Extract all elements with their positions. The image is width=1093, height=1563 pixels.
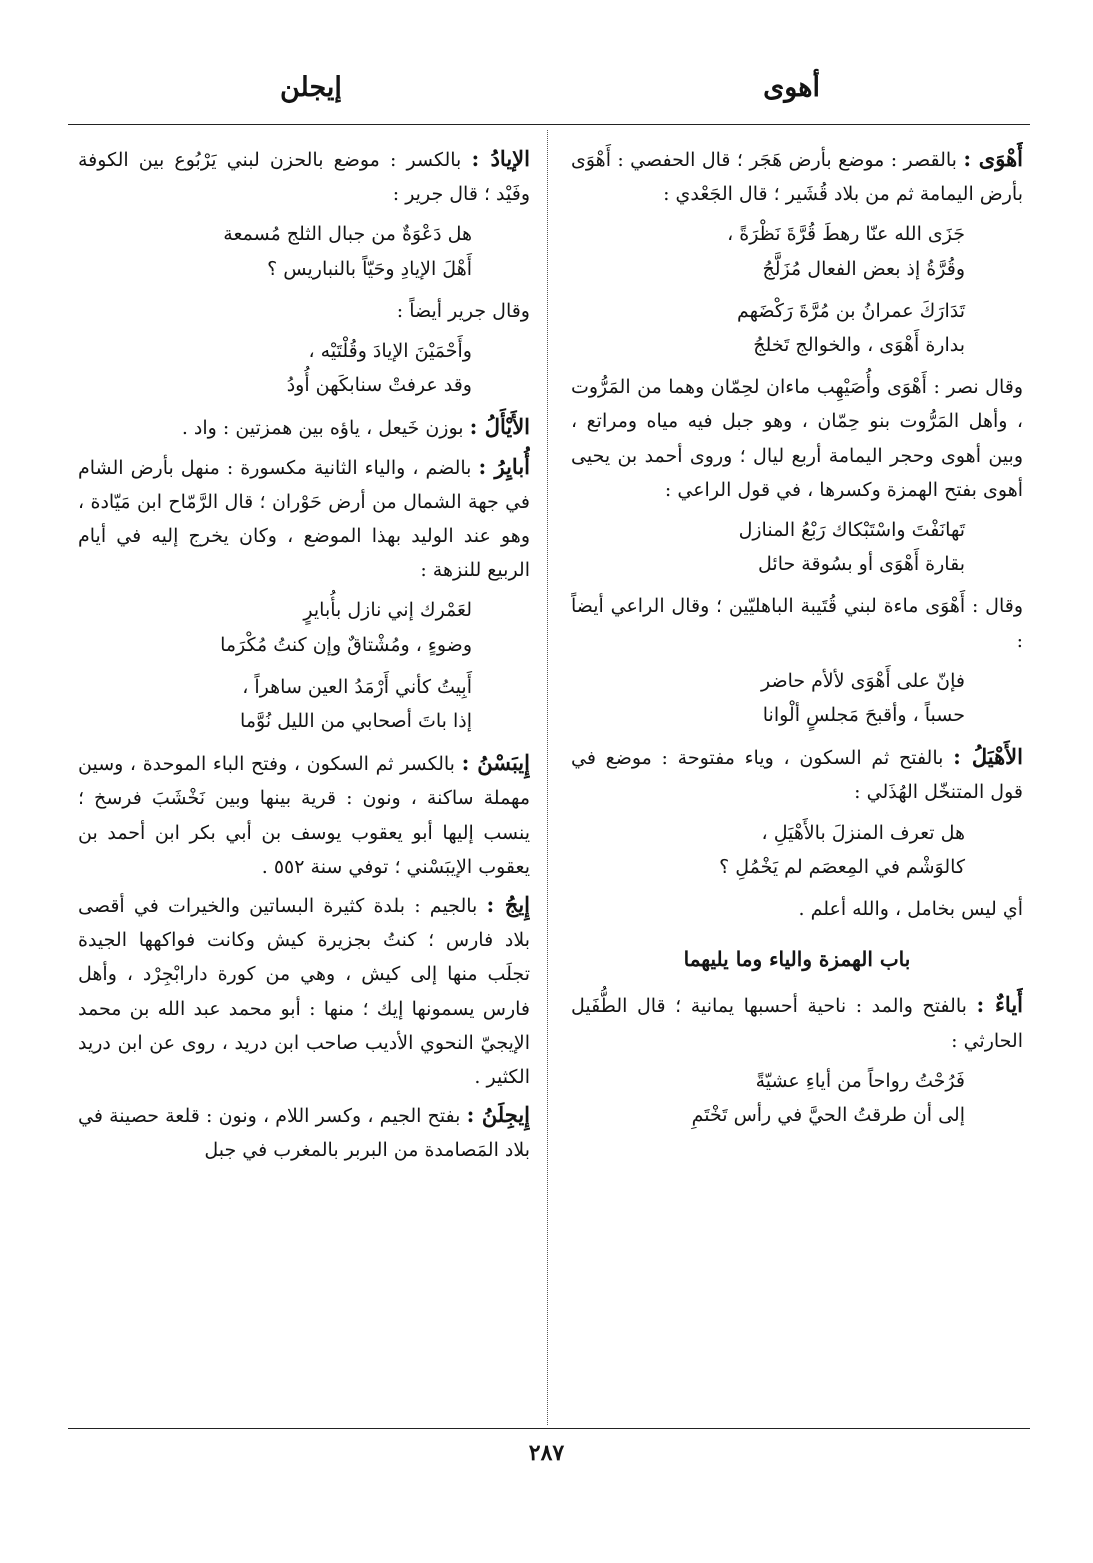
entry-ij	[78, 888, 530, 1094]
verse	[78, 593, 530, 661]
verse-line: هل تعرف المنزلَ بالأَهْيَلِ ،	[761, 821, 965, 844]
verse	[571, 294, 1023, 362]
verse-line: أَهْلَ الإيادِ وحَيّاً بالنباريس ؟	[267, 257, 472, 280]
verse	[571, 816, 1023, 884]
entry-lemma: أَياءٌ :	[976, 992, 1023, 1018]
verse-line: إذا باتَ أصحابي من الليل نُوَّما	[240, 710, 472, 733]
left-column	[78, 142, 530, 1422]
entry-text: بالكسر : موضع بالحزن لبني يَرْبُوع بين الكوفة وفَيْد ؛ قال جرير :	[78, 149, 530, 206]
verse	[78, 670, 530, 738]
verse-line: فإنّ على أَهْوَى لألأم حاضر	[760, 669, 965, 692]
entry-ahwa	[571, 142, 1023, 211]
left-running-head: إيجلن	[280, 72, 342, 103]
verse-line: وقد عرفتْ سنابكَهن أُودُ	[286, 374, 472, 397]
verse-line: بقارة أَهْوَى أو بسُوقة حائل	[758, 553, 965, 576]
entry-lemma: أَهْوَى :	[963, 146, 1023, 171]
verse-line: وأَحْمَيْنَ الإيادَ وقُلْتَيْه ،	[308, 340, 472, 363]
verse-line: بدارة أَهْوَى ، والخوالج تَخلجُ	[753, 334, 965, 357]
entry-ahyal	[571, 740, 1023, 809]
verse	[78, 334, 530, 402]
entry-text: بفتح الجيم ، وكسر اللام ، ونون : قلعة حصينة في بلاد المَصامدة من البربر بالمغرب في جبل	[78, 1105, 530, 1162]
verse-line: تَهانَفْتَ واسْتَبْكاك رَبْعُ المنازل	[738, 519, 965, 542]
verse-line: إلى أن طرقتُ الحيَّ في رأس تَخْتَمِ	[691, 1104, 965, 1127]
entry-aya	[571, 988, 1023, 1057]
entry-text: بالضم ، والياء الثانية مكسورة : منهل بأرض الشام في جهة الشمال من أرض حَوْران ؛ قال الرَّمّاح ابن مَيّادة ، وهو عند الوليد بهذا الموضع ، وكان يخرج إليه في أيام الربيع للنزهة :	[78, 456, 530, 582]
entry-lemma: إِيبَسْنُ :	[461, 750, 530, 776]
entry-text-block: وقال : أَهْوَى ماءة لبني قُتَيبة الباهليّين ؛ وقال الراعي أيضاً :	[571, 595, 1023, 652]
entry-ayabir	[78, 450, 530, 588]
page-header	[70, 72, 1030, 118]
entry-text-block: وقال نصر : أَهْوَى وأُصَيْهِب ماءان لحِمّان وهما من المَرُّوت ، وأهل المَرُّوت بنو حِمّان ، وهو جبل فيه مياه ومراتع ، وبين أهوى وحجر اليمامة أربع ليال ؛ وروى أحمد بن يحيى أهوى بفتح الهمزة وكسرها ، في قول الراعي :	[571, 376, 1023, 501]
entry-text: بوزن خَيعل ، ياؤه بين همزتين : واد .	[181, 417, 464, 440]
entry-text: بالقصر : موضع بأرض هَجَر ؛ قال الحفصي : أَهْوَى بأرض اليمامة ثم من بلاد قُشَير ؛ قال الجَعْدي :	[571, 149, 1023, 206]
verse-line: كالوَشْم في المِعصَم لم يَخْمُلِ ؟	[719, 855, 965, 878]
verse-line: حسباً ، وأقبحَ مَجلسٍ ألْوانا	[762, 704, 965, 727]
entry-ayail	[78, 410, 530, 445]
entry-text: بالفتح والمد : ناحية أحسبها يمانية ؛ قال الطُّفَيل الحارثي :	[571, 995, 1023, 1052]
header-rule	[68, 124, 1030, 125]
column-divider	[547, 130, 548, 1425]
right-column	[571, 142, 1023, 1422]
section-title: باب الهمزة والياء وما يليهما	[683, 947, 911, 972]
verse	[571, 217, 1023, 285]
entry-lemma: أُبايِرُ :	[478, 453, 530, 479]
verse-line: لعَمْرك إني نازل بأُبايرٍ	[303, 599, 472, 622]
entry-text: بالفتح ثم السكون ، وياء مفتوحة : موضع في قول المتنخّل الهُذَلي :	[571, 747, 1023, 804]
verse-line: جَزَى الله عنّا رهطَ قُرَّةَ نَظْرَةً ،	[727, 223, 965, 246]
verse	[571, 1064, 1023, 1132]
verse	[78, 217, 530, 285]
footer-rule	[68, 1428, 1030, 1429]
entry-text-block: وقال جرير أيضاً :	[396, 299, 530, 322]
entry-iyad	[78, 142, 530, 211]
verse-line: أَبِيتُ كأني أَرْمَدُ العين ساهراً ،	[242, 675, 472, 698]
entry-ibisn	[78, 746, 530, 884]
right-running-head: أهوى	[763, 72, 820, 103]
verse-line: هل دَعْوَةٌ من جبال الثلج مُسمعة	[223, 223, 472, 246]
entry-text: بالجيم : بلدة كثيرة البساتين والخيرات في أقصى بلاد فارس ؛ كنتُ بجزيرة كيش وكانت فواكهها الجيدة تجلَب منها إلى كيش ، وهي من كورة دارابْجِرْد ، وأهل فارس يسمونها إيك ؛ منها : أبو محمد عبد الله بن محمد الإيجيّ النحوي الأديب صاحب ابن دريد ، روى عن ابن دريد الكثير .	[78, 895, 530, 1089]
entry-text-block: أي ليس بخامل ، والله أعلم .	[798, 898, 1023, 921]
verse-line: وضوءٍ ، ومُشْتاقٌ وإن كنتُ مُكْرَما	[220, 633, 472, 656]
entry-lemma: الأَيْأَلُ :	[469, 414, 530, 440]
verse-line: فَرُحْتُ رواحاً من أياءِ عشيّةً	[755, 1069, 965, 1092]
page-number: ٢٨٧	[528, 1440, 565, 1466]
entry-lemma: إِيجِلَنُ :	[466, 1102, 530, 1128]
verse	[571, 513, 1023, 581]
entry-lemma: الأَهْيَلُ :	[953, 744, 1023, 770]
entry-lemma: الإيادُ :	[471, 146, 530, 171]
entry-lemma: إِيجُ :	[486, 892, 530, 918]
verse-line: تَدَارَكَ عمرانُ بن مُرَّةَ رَكْضَهم	[736, 299, 965, 322]
verse	[571, 664, 1023, 732]
verse-line: وقُرَّةُ إذ بعض الفعال مُزَلَّجُ	[762, 257, 965, 280]
entry-text: بالكسر ثم السكون ، وفتح الباء الموحدة ، وسين مهملة ساكنة ، ونون : قرية بينها وبين نَخْشَبَ فرسخ ؛ ينسب إليها أبو يعقوب يوسف بن أبي بكر ابن أحمد بن يعقوب الإيبَسْني ؛ توفي سنة ٥٥٢ .	[78, 753, 530, 878]
entry-ijilan	[78, 1098, 530, 1167]
